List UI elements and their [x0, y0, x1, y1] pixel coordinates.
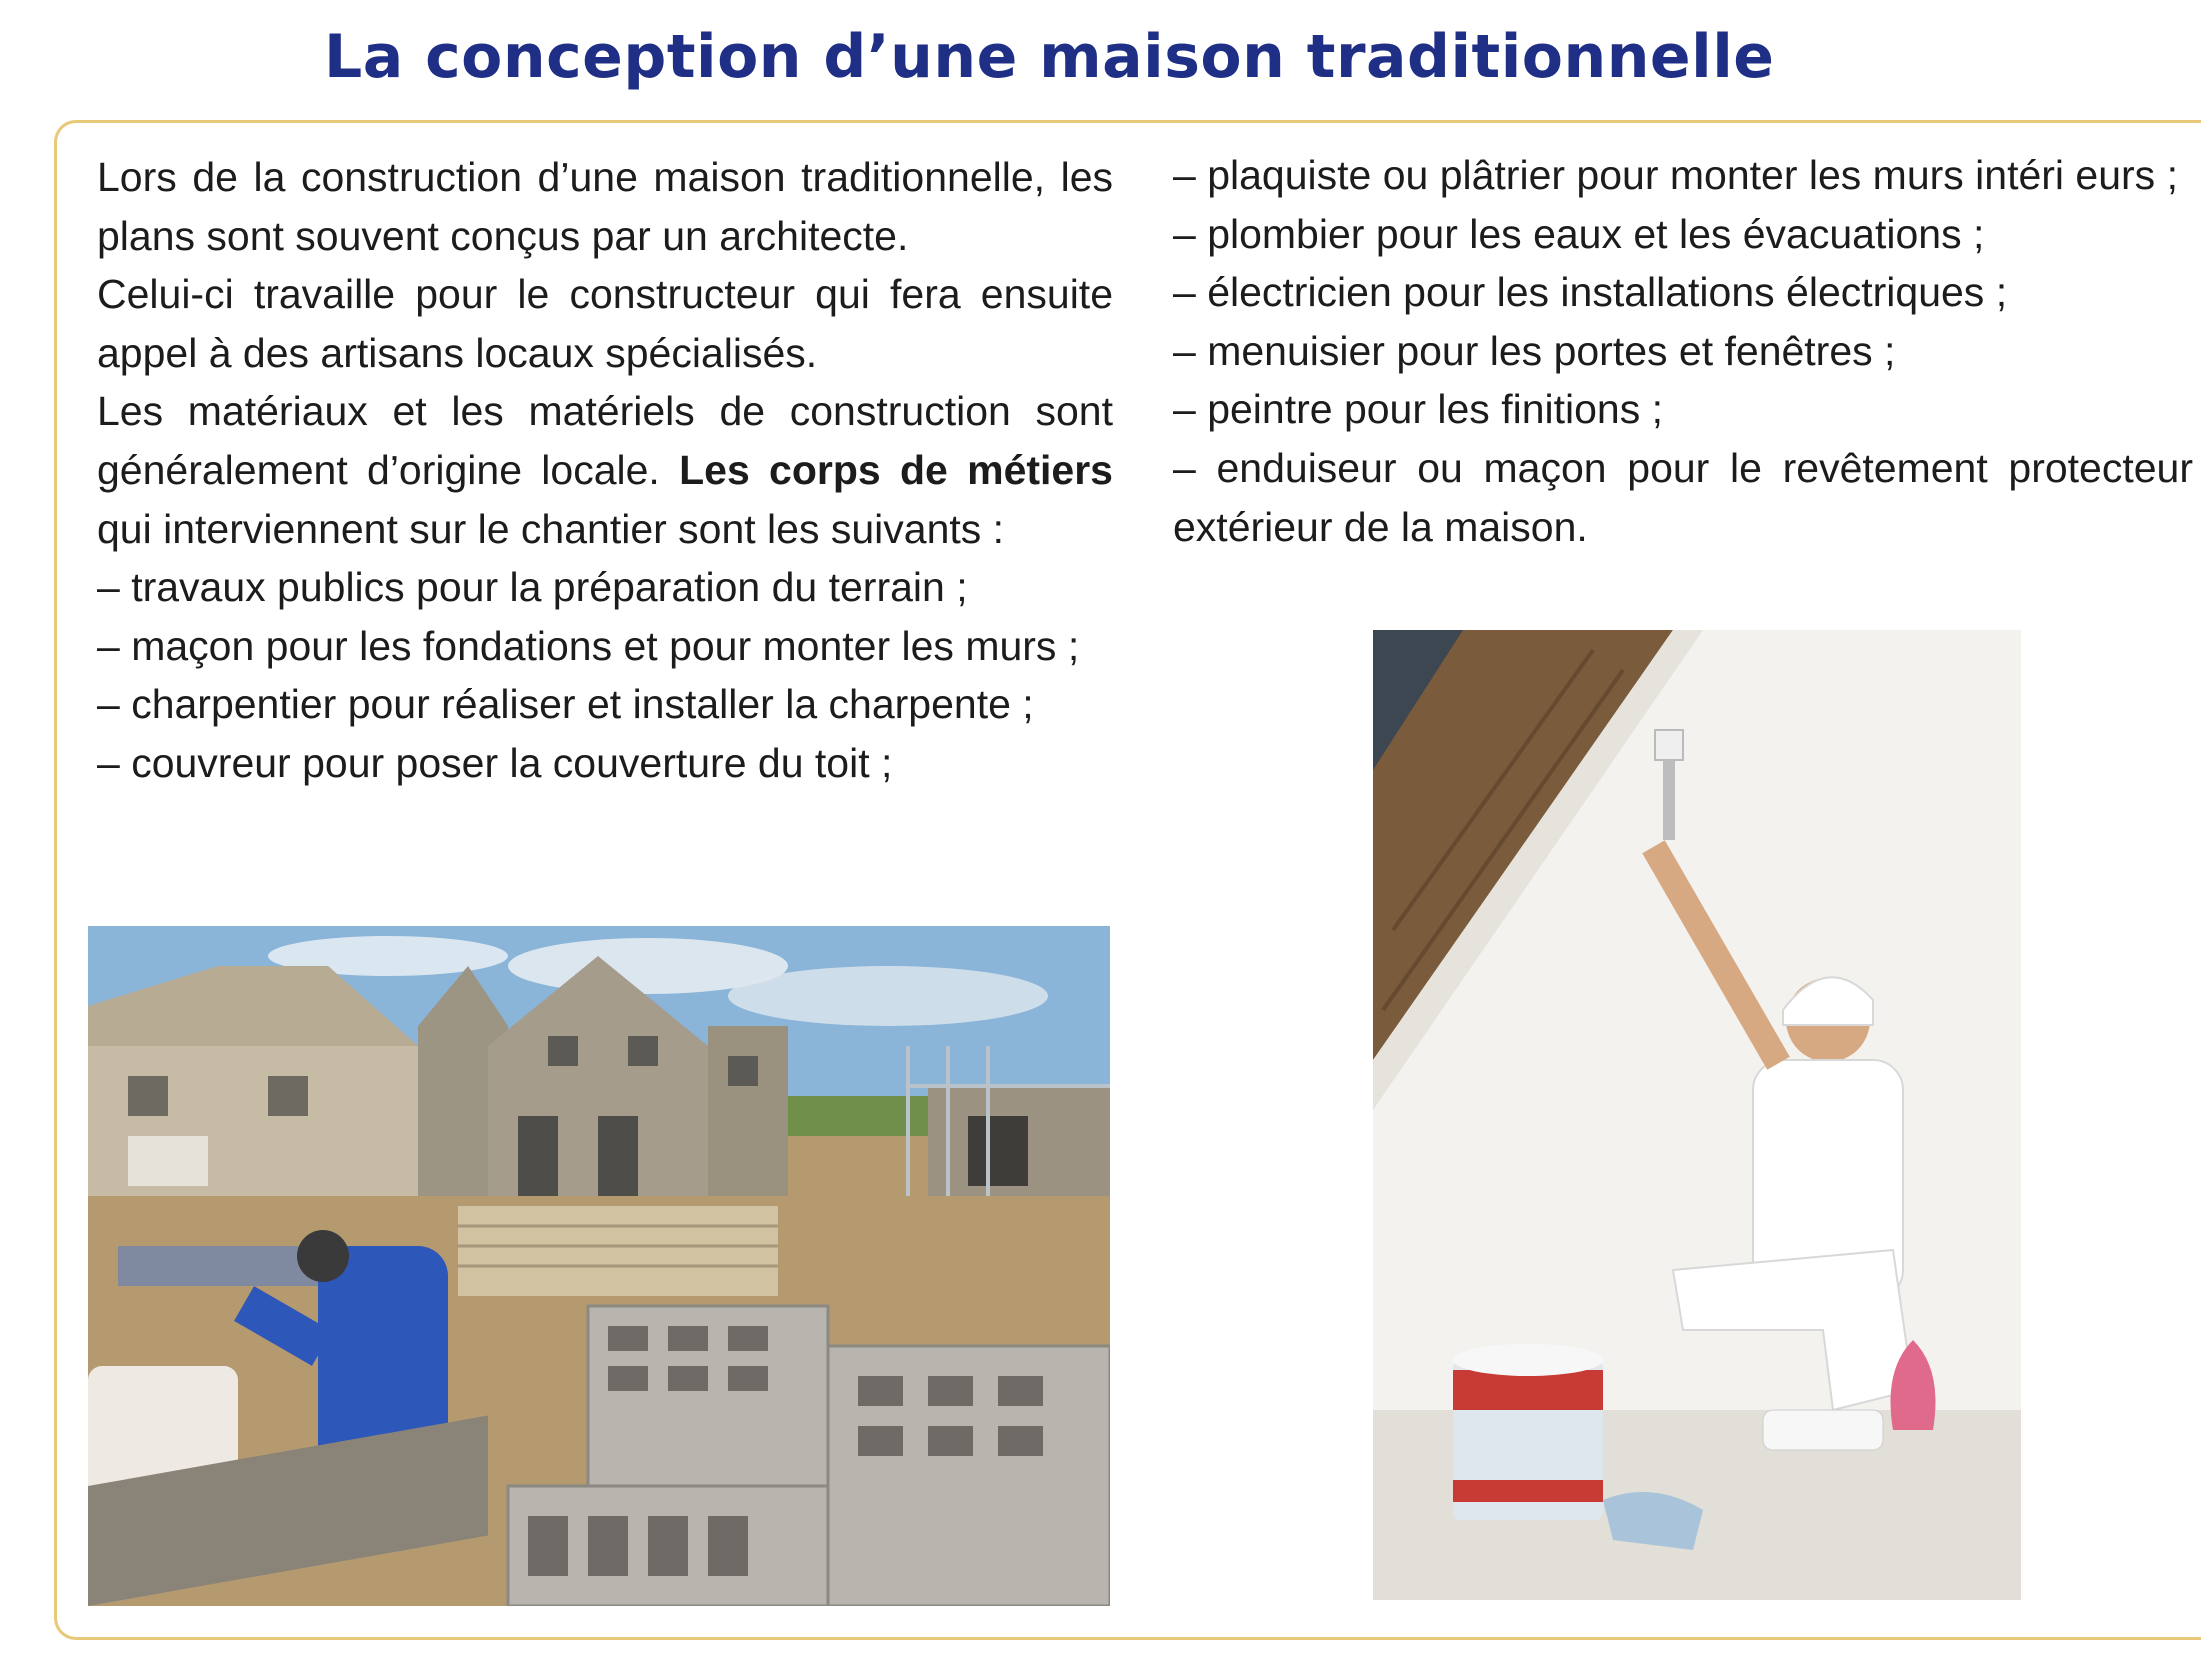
paragraph-intro: Lors de la construction d’une maison traditionnelle, les plans sont souvent conçus par un architecte. — [97, 154, 1113, 259]
list-item-trade: – enduiseur ou maçon pour le revêtement protecteur extérieur de la maison. — [1173, 444, 2193, 550]
painter-illustration — [1373, 630, 2021, 1600]
list-item-trade: – électricien pour les installations électriques ; — [1173, 269, 2008, 316]
paragraph-builder: Celui-ci travaille pour le constructeur qui fera ensuite appel à des artisans locaux spécialisés. — [97, 271, 1113, 376]
list-item-trade: – plombier pour les eaux et les évacuations ; — [1173, 210, 1985, 257]
page-title: La conception d’une maison traditionnelle — [324, 22, 1775, 92]
painter-photo — [1373, 630, 2021, 1600]
list-item-trade: – travaux publics pour la préparation du terrain ; — [97, 564, 968, 611]
list-item-trade: – menuisier pour les portes et fenêtres ; — [1173, 327, 1896, 374]
trades-heading: Les corps de métiers — [679, 446, 1113, 493]
list-item-trade: – peintre pour les finitions ; — [1173, 386, 1663, 433]
construction-site-illustration — [88, 926, 1110, 1606]
left-column — [97, 148, 1113, 793]
paragraph-materials — [97, 382, 1113, 558]
list-item-trade: – maçon pour les fondations et pour monter les murs ; — [97, 622, 1080, 669]
list-item-trade: – plaquiste ou plâtrier pour monter les murs intéri eurs ; — [1173, 152, 2178, 198]
right-column — [1173, 146, 2193, 556]
list-item-trade: – couvreur pour poser la couverture du toit ; — [97, 739, 893, 786]
construction-site-photo — [88, 926, 1110, 1606]
trades-intro-text: qui interviennent sur le chantier sont les suivants : — [97, 505, 1005, 552]
materials-text: Les matériaux et les matériels de construction sont généralement d’origine locale. — [97, 388, 1113, 493]
list-item-trade: – charpentier pour réaliser et installer la charpente ; — [97, 681, 1034, 728]
